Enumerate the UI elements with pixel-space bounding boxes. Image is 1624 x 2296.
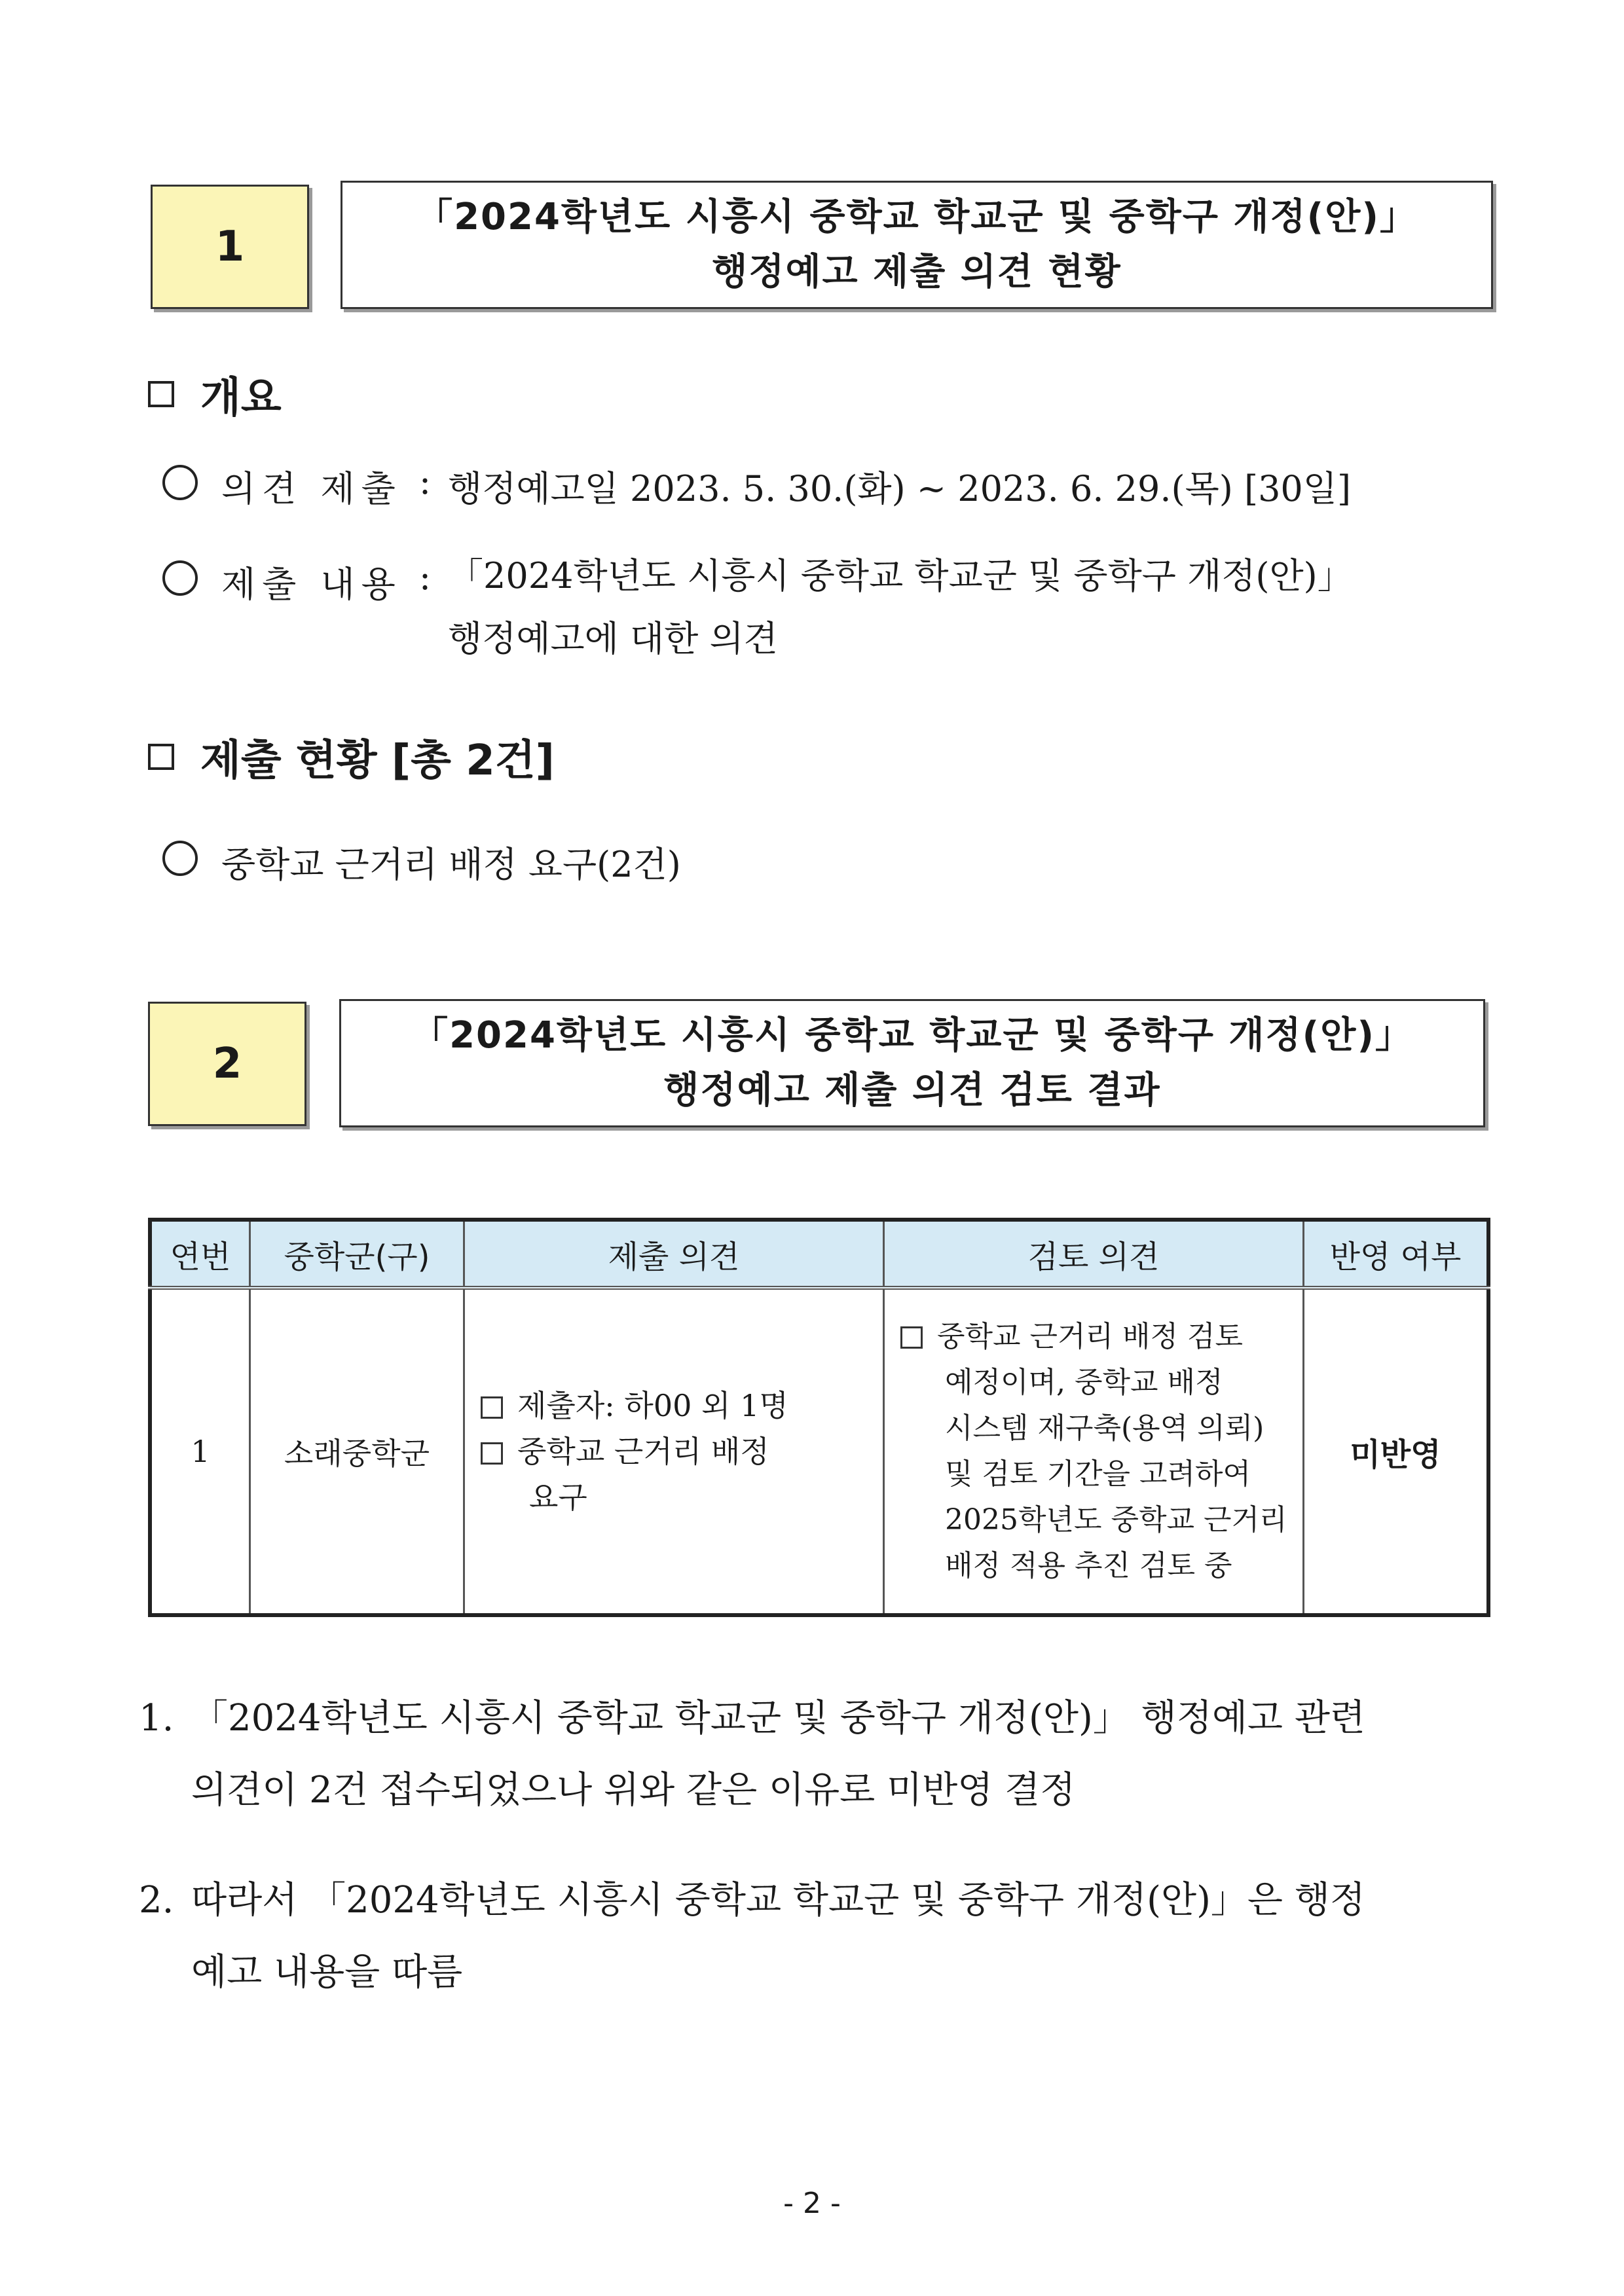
section-2-number: 2: [212, 1040, 242, 1088]
overview-item-2-value-line1: 「2024학년도 시흥시 중학교 학교군 및 중학구 개정(안)」: [448, 555, 1353, 596]
overview-item-1-value: 행정예고일 2023. 5. 30.(화) ~ 2023. 6. 29.(목) [30일]: [448, 468, 1352, 509]
status-item-1: [162, 837, 681, 887]
overview-item-1-label: 의견 제출: [221, 468, 402, 509]
checkbox-square-icon: [900, 1326, 923, 1349]
conclusion-2-line-2: 예고 내용을 따름: [191, 1951, 463, 1994]
overview-item-2-label: 제출 내용: [221, 564, 402, 605]
status-heading: [148, 727, 555, 787]
review-line-5: 2025학년도 중학교 근거리: [945, 1503, 1287, 1537]
overview-heading: [148, 364, 282, 424]
conclusion-1-number: 1.: [139, 1697, 174, 1740]
review-table: [148, 1218, 1490, 1617]
conclusion-2-line-1: 따라서 「2024학년도 시흥시 중학교 학교군 및 중학구 개정(안)」은 행정: [191, 1879, 1366, 1922]
overview-item-2: [162, 556, 1353, 670]
review-line-1: 중학교 근거리 배정 검토: [937, 1320, 1243, 1353]
overview-heading-text: 개요: [200, 374, 282, 422]
opinion-line-2: 중학교 근거리 배정: [517, 1434, 769, 1469]
header-review: 검토 의견: [884, 1220, 1304, 1288]
header-opinion: 제출 의견: [464, 1220, 884, 1288]
review-line-6: 배정 적용 추진 검토 중: [945, 1549, 1232, 1582]
cell-group: 소래중학군: [250, 1288, 464, 1615]
page-number: - 2 -: [783, 2187, 841, 2220]
circle-bullet-icon: [162, 465, 198, 500]
checkbox-square-icon: [481, 1442, 503, 1465]
overview-item-2-value-line2: 행정예고에 대한 의견: [448, 618, 778, 659]
review-line-4: 및 검토 기간을 고려하여: [945, 1457, 1251, 1491]
header-no: 연번: [150, 1220, 250, 1288]
cell-review: [884, 1288, 1304, 1615]
section-1-title-box: [341, 181, 1493, 309]
cell-result: 미반영: [1304, 1288, 1489, 1615]
status-heading-text: 제출 현황 [총 2건]: [200, 737, 555, 785]
section-1-number-box: [151, 185, 309, 309]
section-2-title-line1: 「2024학년도 시흥시 중학교 학교군 및 중학구 개정(안)」: [411, 1014, 1413, 1057]
overview-item-1-sep: :: [418, 461, 432, 502]
cell-opinion: [464, 1288, 884, 1615]
table-header-row: [150, 1220, 1488, 1288]
section-2-number-box: [148, 1002, 306, 1126]
section-2-title-line2: 행정예고 제출 의견 검토 결과: [663, 1069, 1161, 1112]
opinion-line-2b: 요구: [529, 1480, 587, 1515]
section-1-title-line2: 행정예고 제출 의견 현황: [712, 251, 1122, 293]
section-2-title-box: [339, 999, 1485, 1127]
cell-no: 1: [150, 1288, 250, 1615]
conclusion-2-number: 2.: [139, 1879, 174, 1922]
square-bullet-icon: [148, 381, 174, 407]
circle-bullet-icon: [162, 560, 198, 596]
header-result: 반영 여부: [1304, 1220, 1489, 1288]
checkbox-square-icon: [481, 1396, 503, 1419]
section-1-number: 1: [215, 223, 245, 271]
conclusion-1-line-1: 「2024학년도 시흥시 중학교 학교군 및 중학구 개정(안)」 행정예고 관련: [191, 1697, 1366, 1740]
conclusion-paragraph-2: [139, 1865, 1365, 2009]
opinion-line-1: 제출자: 하00 외 1명: [517, 1388, 788, 1423]
circle-bullet-icon: [162, 841, 198, 876]
review-line-3: 시스템 재구축(용역 의뢰): [945, 1412, 1264, 1445]
conclusion-paragraph-1: [139, 1683, 1365, 1827]
overview-item-1: [162, 461, 1351, 511]
review-line-2: 예정이며, 중학교 배정: [945, 1366, 1223, 1399]
header-group: 중학군(구): [250, 1220, 464, 1288]
conclusion-1-line-2: 의견이 2건 접수되었으나 위와 같은 이유로 미반영 결정: [191, 1769, 1076, 1812]
overview-item-2-sep: :: [418, 556, 432, 598]
square-bullet-icon: [148, 744, 174, 770]
section-1-title-line1: 「2024학년도 시흥시 중학교 학교군 및 중학구 개정(안)」: [416, 196, 1418, 238]
table-row: [150, 1288, 1488, 1615]
status-item-1-text: 중학교 근거리 배정 요구(2건): [221, 844, 681, 885]
